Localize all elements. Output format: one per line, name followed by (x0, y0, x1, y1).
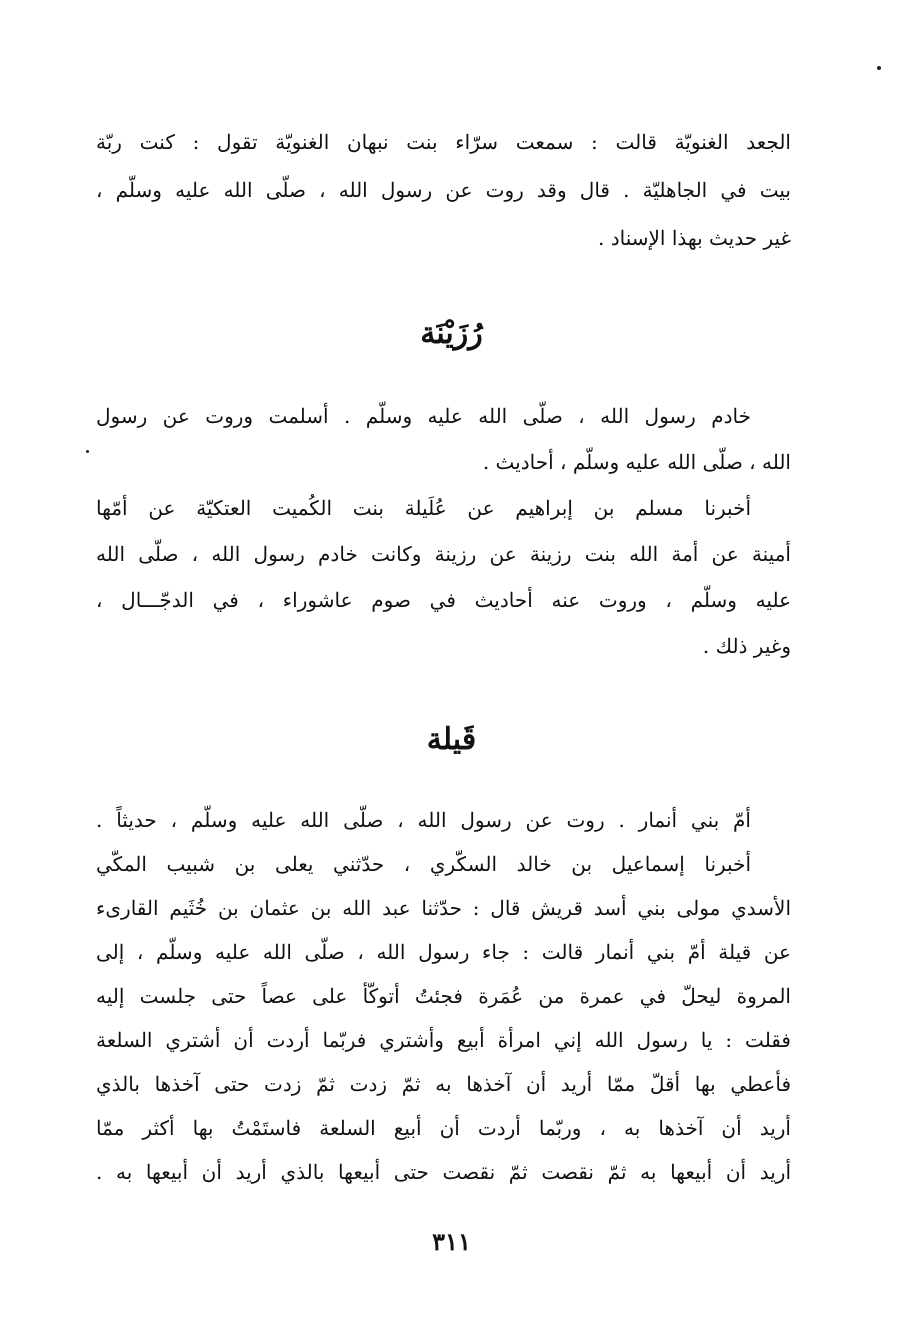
section-heading: رُزَيْنَة (420, 316, 483, 351)
scan-speck (86, 450, 89, 453)
text-line: وغير ذلك . (702, 634, 791, 658)
text-line: الله ، صلّى الله عليه وسلّم ، أحاديث . (482, 450, 791, 474)
text-line: الجعد الغنويّة قالت : سمعت سرّاء بنت نبهان الغنويّة تقول : كنت ربّة (96, 130, 791, 154)
scan-speck (877, 66, 881, 70)
text-line: أخبرنا مسلم بن إبراهيم عن عُلَيلة بنت الكُميت العتكيّة عن أمّها (96, 496, 751, 520)
text-line: الأسدي مولى بني أسد قريش قال : حدّثنا عبد الله بن عثمان بن خُثَيم القارىء (96, 896, 791, 920)
text-line: أريد أن آخذها به ، وربّما أردت أن أبيع السلعة فاستَمْتُ بها أكثر ممّا (96, 1116, 791, 1140)
text-line: أخبرنا إسماعيل بن خالد السكّري ، حدّثني يعلى بن شبيب المكّي (96, 852, 751, 876)
text-line: أمينة عن أمة الله بنت رزينة عن رزينة وكانت خادم رسول الله ، صلّى الله (96, 542, 791, 566)
text-line: أريد أن أبيعها به ثمّ نقصت ثمّ نقصت حتى أبيعها بالذي أريد أن أبيعها به . (96, 1160, 791, 1184)
text-line: بيت في الجاهليّة . قال وقد روت عن رسول الله ، صلّى الله عليه وسلّم ، (96, 178, 791, 202)
text-line: فأعطي بها أقلّ ممّا أريد أن آخذها به ثمّ زدت ثمّ زدت حتى آخذها بالذي (96, 1072, 791, 1096)
page-number: ٣١١ (432, 1227, 471, 1256)
text-line: غير حديث بهذا الإسناد . (598, 226, 791, 250)
text-line: أمّ بني أنمار . روت عن رسول الله ، صلّى الله عليه وسلّم ، حديثاً . (96, 808, 751, 832)
text-line: عن قيلة أمّ بني أنمار قالت : جاء رسول الله ، صلّى الله عليه وسلّم ، إلى (96, 940, 791, 964)
section-heading: قَيلة (426, 722, 477, 757)
text-line: خادم رسول الله ، صلّى الله عليه وسلّم . أسلمت وروت عن رسول (96, 404, 751, 428)
text-line: المروة ليحلّ في عمرة من عُمَرة فجئتُ أتوكّأ على عصاً حتى جلست إليه (96, 984, 791, 1008)
text-line: فقلت : يا رسول الله إني امرأة أبيع وأشتري فربّما أردت أن أشتري السلعة (96, 1028, 791, 1052)
text-line: عليه وسلّم ، وروت عنه أحاديث في صوم عاشوراء ، في الدجّـــال ، (96, 588, 791, 612)
